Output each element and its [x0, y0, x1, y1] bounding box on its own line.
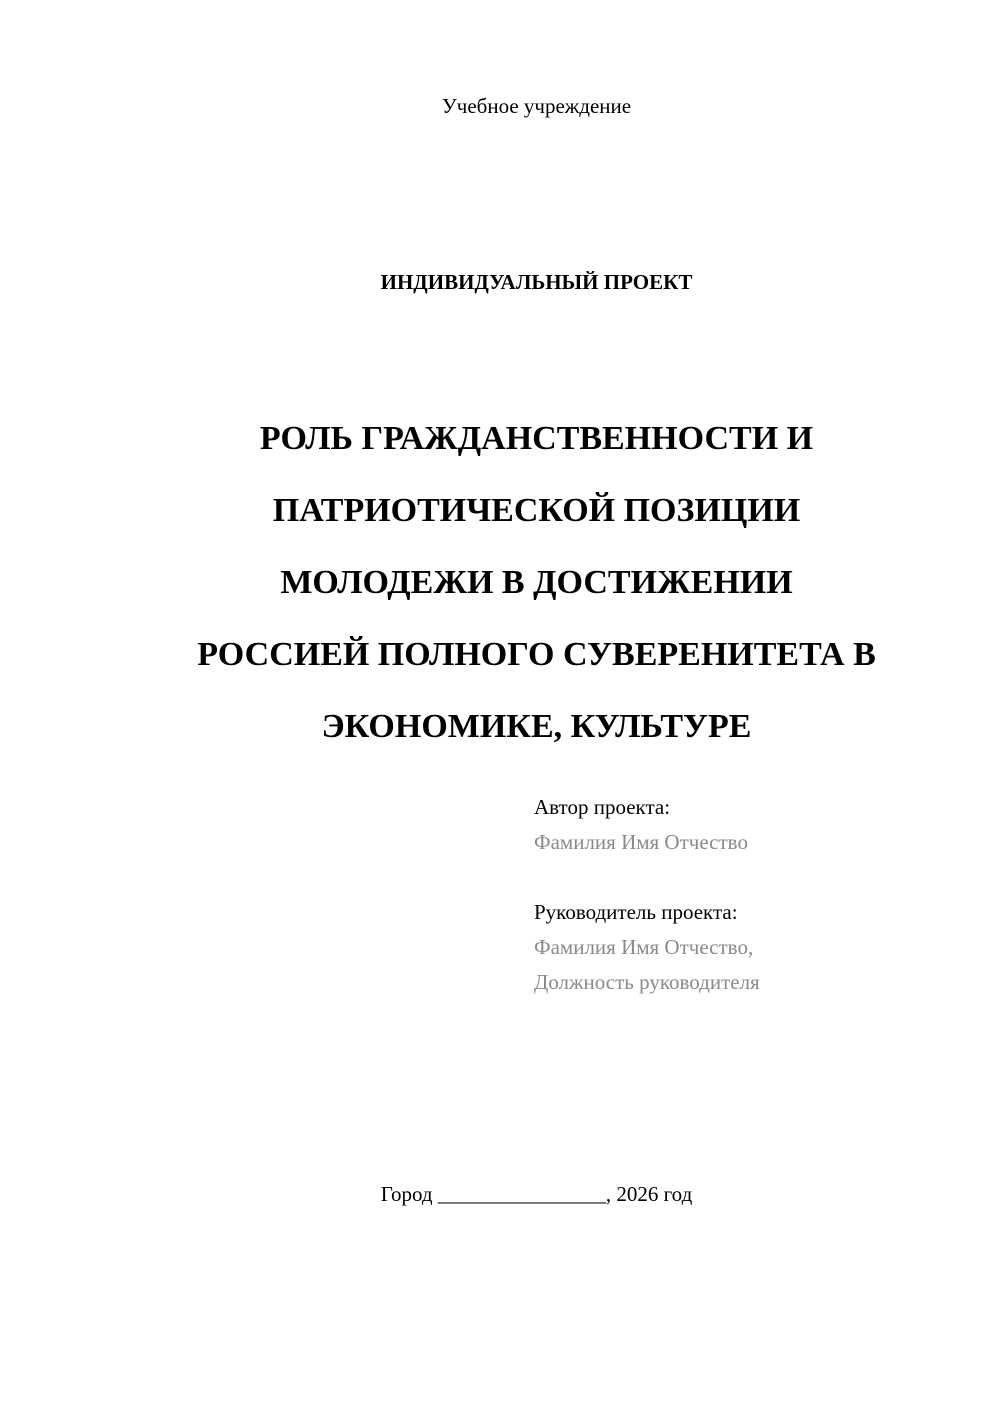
project-title-line: ЭКОНОМИКЕ, КУЛЬТУРЕ	[321, 708, 752, 745]
institution-name: Учебное учреждение	[441, 94, 632, 118]
project-title-line: МОЛОДЕЖИ В ДОСТИЖЕНИИ	[280, 564, 793, 601]
project-title	[100, 385, 973, 781]
project-title-line: РОЛЬ ГРАЖДАНСТВЕННОСТИ И	[259, 420, 814, 457]
author-name-placeholder: Фамилия Имя Отчество	[534, 830, 748, 854]
author-label: Автор проекта:	[534, 795, 671, 819]
supervisor-position-placeholder: Должность руководителя	[534, 970, 760, 994]
supervisor-name-placeholder: Фамилия Имя Отчество,	[534, 935, 754, 959]
project-type-heading: ИНДИВИДУАЛЬНЫЙ ПРОЕКТ	[380, 270, 693, 294]
supervisor-label: Руководитель проекта:	[534, 900, 738, 924]
project-title-line: РОССИЕЙ ПОЛНОГО СУВЕРЕНИТЕТА В	[197, 636, 876, 673]
credits-spacer	[534, 860, 974, 895]
city-year-line: Город ________________, 2026 год	[380, 1182, 693, 1206]
project-title-line: ПАТРИОТИЧЕСКОЙ ПОЗИЦИИ	[272, 492, 801, 529]
credits-block	[534, 790, 974, 1000]
